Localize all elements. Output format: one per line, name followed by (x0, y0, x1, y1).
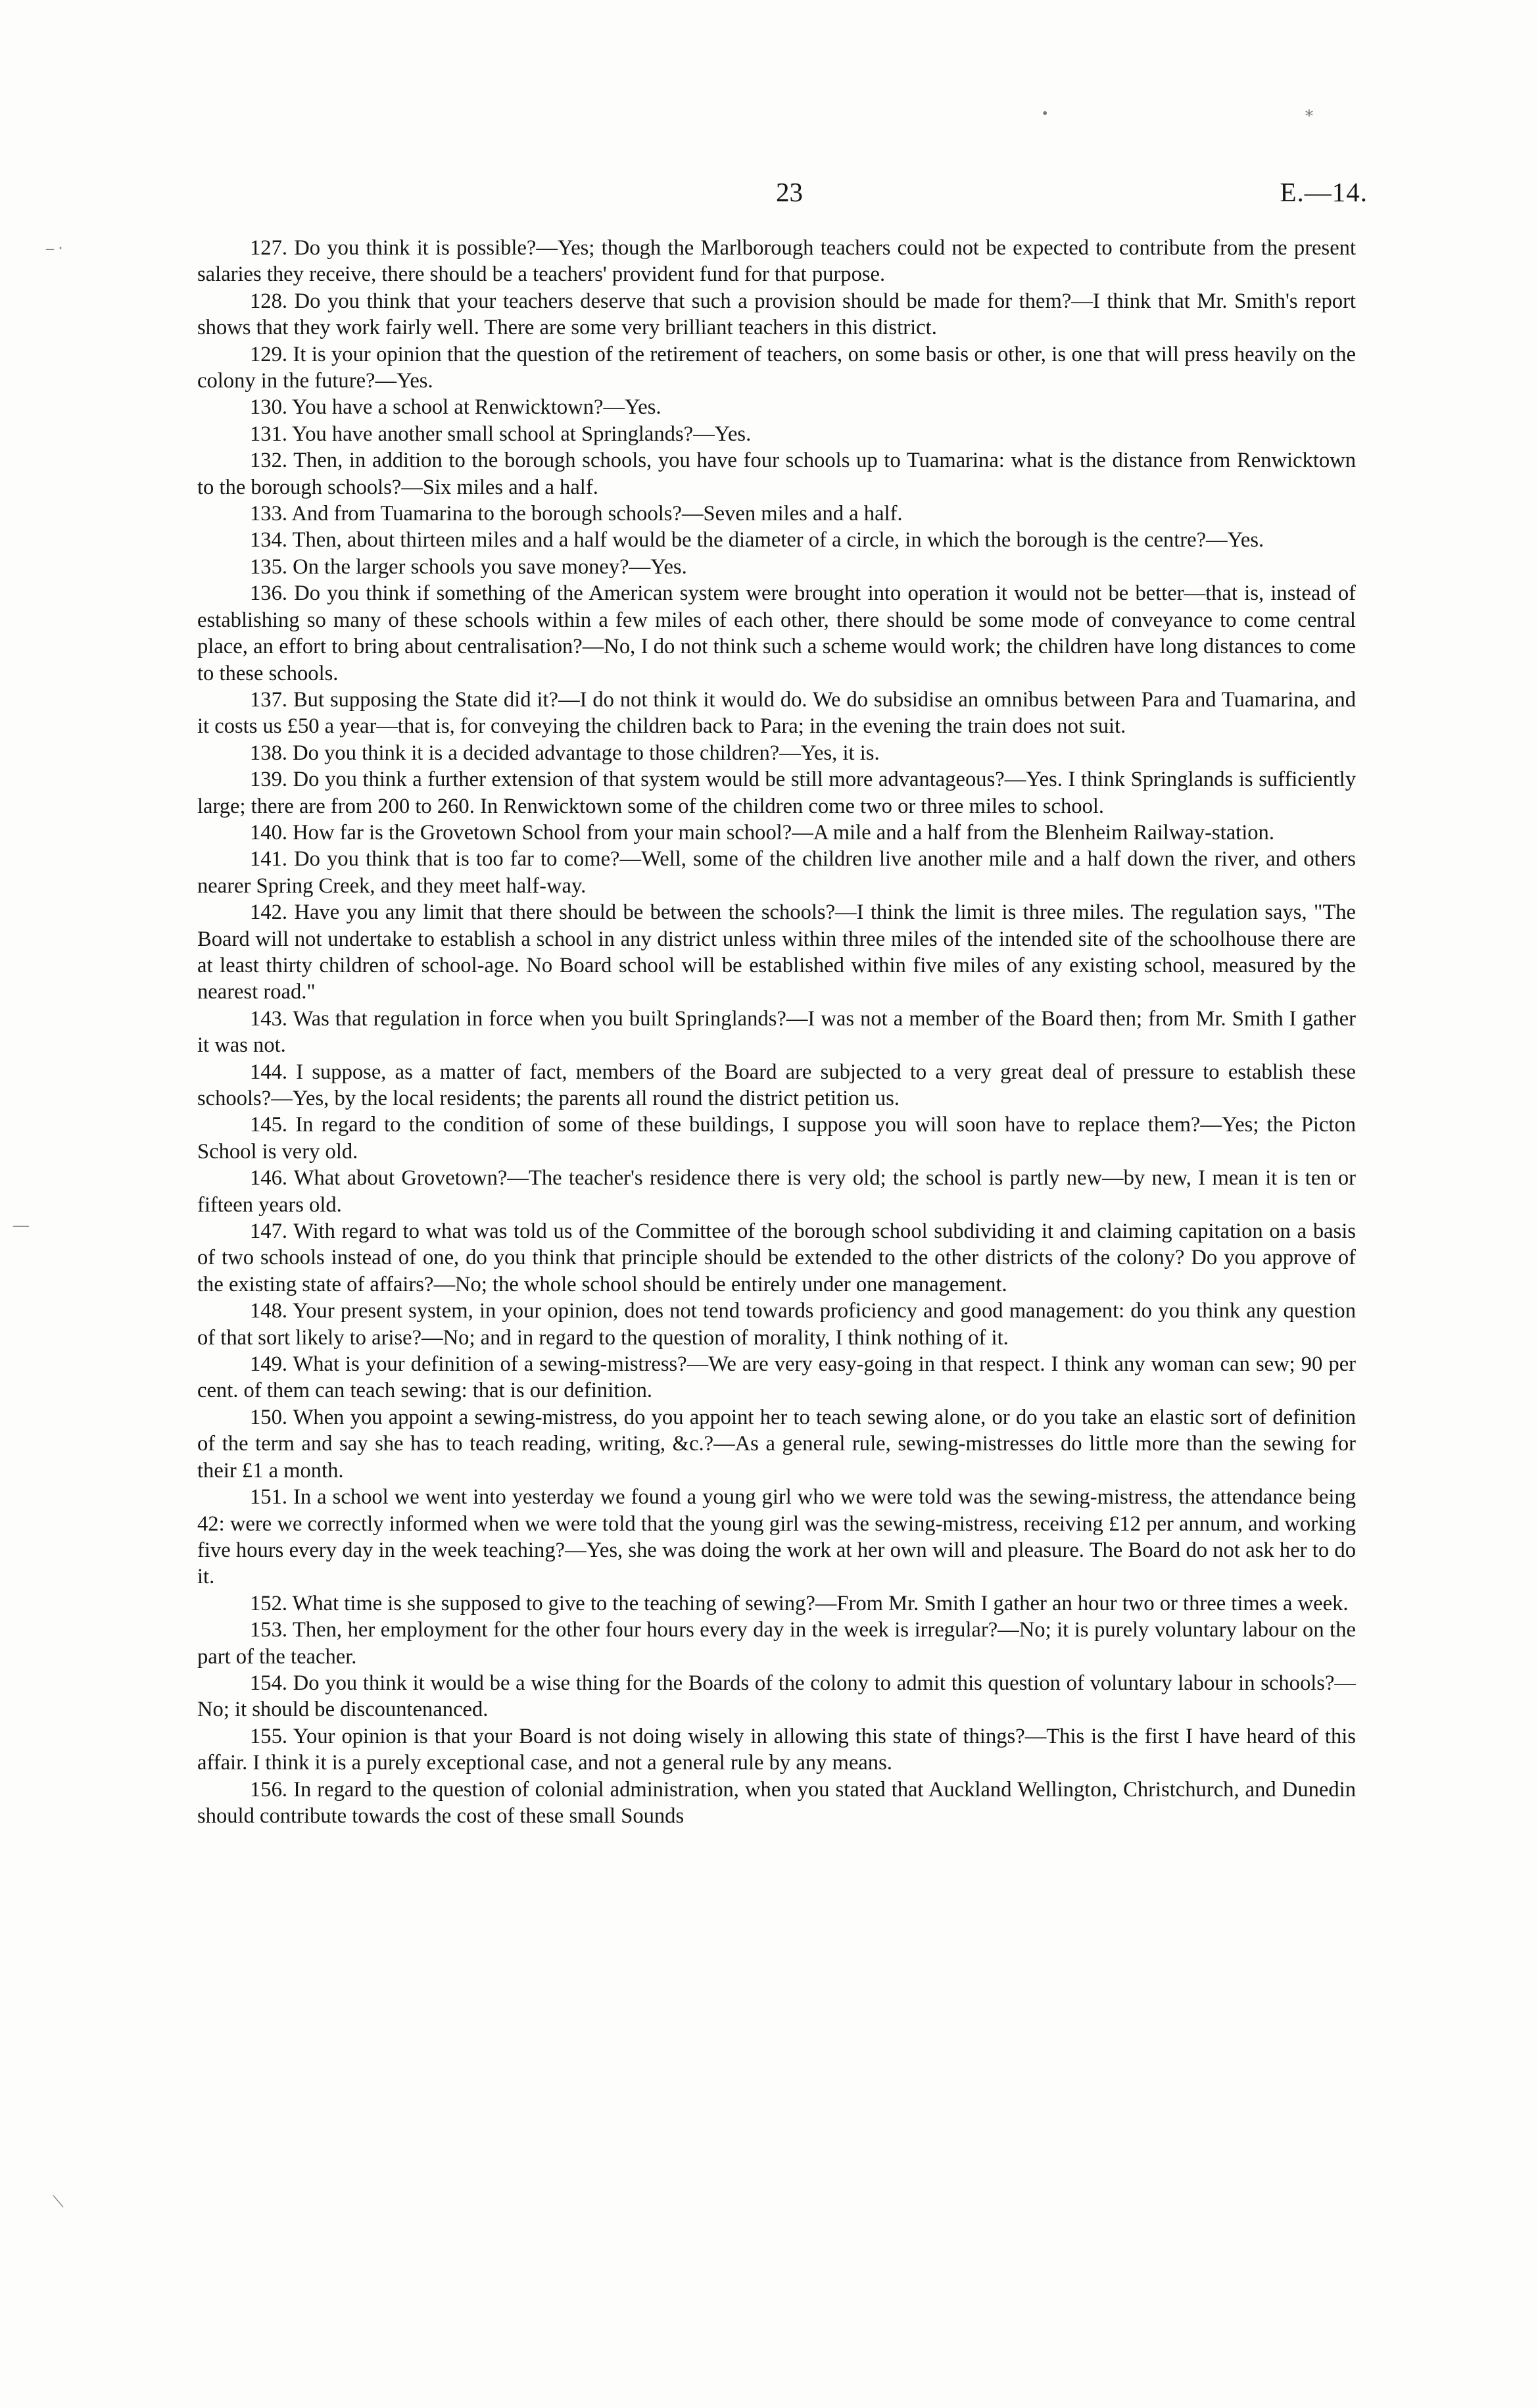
question-142: 142. Have you any limit that there should be between the schools?—I think the limit is three miles. The regulation says, "The Board will not undertake to establish a school in any district unless within three miles of the intended site of the schoolhouse there are at least thirty children of school-age. No Board school will be established within five miles of any existing school, measured by the nearest road." (197, 900, 1356, 1004)
question-139: 139. Do you think a further extension of that system would be still more advantageous?—Yes. I think Springlands is sufficiently large; there are from 200 to 260. In Renwicktown some of the children come two or three miles to school. (197, 768, 1356, 818)
transcript-body (197, 235, 1356, 1829)
question-129: 129. It is your opinion that the question of the retirement of teachers, on some basis or other, is one that will press heavily on the colony in the future?—Yes. (197, 342, 1356, 393)
question-132: 132. Then, in addition to the borough schools, you have four schools up to Tuamarina: what is the distance from Renwicktown to the borough schools?—Six miles and a half. (197, 449, 1356, 499)
page-header (197, 172, 1368, 212)
question-137: 137. But supposing the State did it?—I do not think it would do. We do subsidise an omnibus between Para and Tuamarina, and it costs us £50 a year—that is, for conveying the children back to Para; in the evening the train does not suit. (197, 687, 1356, 739)
question-135: 135. On the larger schools you save money?—Yes. (250, 554, 687, 579)
question-134: 134. Then, about thirteen miles and a half would be the diameter of a circle, in which the borough is the centre?—Yes. (250, 528, 1264, 553)
question-140: 140. How far is the Grovetown School from your main school?—A mile and a half from the Blenheim Railway-station. (250, 820, 1274, 845)
question-156: 156. In regard to the question of colonial administration, when you stated that Auckland Wellington, Christchurch, and Dunedin should contribute towards the cost of these small Sounds (197, 1777, 1356, 1828)
margin-mark: — (13, 1217, 29, 1234)
page-number: 23 (776, 177, 803, 207)
question-145: 145. In regard to the condition of some of these buildings, I suppose you will soon have to replace them?—Yes; the Picton School is very old. (197, 1113, 1356, 1164)
question-147: 147. With regard to what was told us of the Committee of the borough school subdividing it and claiming capitation on a basis of two schools instead of one, do you think that principle should be extended to the other districts of the colony? Do you approve of the existing state of affairs?—No; the whole school should be entirely under one management. (197, 1219, 1356, 1296)
scan-speck: • (1042, 105, 1048, 122)
question-138: 138. Do you think it is a decided advantage to those children?—Yes, it is. (250, 741, 880, 765)
question-133: 133. And from Tuamarina to the borough schools?—Seven miles and a half. (250, 502, 903, 526)
question-130: 130. You have a school at Renwicktown?—Yes. (250, 395, 661, 420)
question-131: 131. You have another small school at Springlands?—Yes. (250, 422, 752, 446)
question-127: 127. Do you think it is possible?—Yes; though the Marlborough teachers could not be expected to contribute from the present salaries they receive, there should be a teachers' provident fund for that purpose. (197, 236, 1356, 287)
margin-mark: ⟍ (53, 2194, 64, 2211)
question-128: 128. Do you think that your teachers deserve that such a provision should be made for them?—I think that Mr. Smith's report shows that they work fairly well. There are some very brilliant teachers in this district. (197, 289, 1356, 340)
question-151: 151. In a school we went into yesterday we found a young girl who we were told was the sewing-mistress, the attendance being 42: were we correctly informed when we were told that the young girl was the sewing-mistress, receiving £12 per annum, and working five hours every day in the week teaching?—Yes, she was doing the work at her own will and pleasure. The Board do not ask her to do it. (197, 1485, 1356, 1589)
margin-mark: – · (46, 240, 63, 257)
question-154: 154. Do you think it would be a wise thing for the Boards of the colony to admit this question of voluntary labour in schools?—No; it should be discountenanced. (197, 1671, 1356, 1722)
question-150: 150. When you appoint a sewing-mistress, do you appoint her to teach sewing alone, or do you take an elastic sort of definition of the term and say she has to teach reading, writing, &c.?—As a general rule, sewing-mistresses do little more than the sewing for their £1 a month. (197, 1405, 1356, 1483)
question-153: 153. Then, her employment for the other four hours every day in the week is irregular?—No; it is purely voluntary labour on the part of the teacher. (197, 1618, 1356, 1669)
question-148: 148. Your present system, in your opinion, does not tend towards proficiency and good management: do you think any question of that sort likely to arise?—No; and in regard to the question of morality, I think nothing of it. (197, 1299, 1356, 1350)
question-144: 144. I suppose, as a matter of fact, members of the Board are subjected to a very great deal of pressure to establish these schools?—Yes, by the local residents; the parents all round the district petition us. (197, 1060, 1356, 1110)
question-136: 136. Do you think if something of the American system were brought into operation it would not be better—that is, instead of establishing so many of these schools within a few miles of each other, there should be some mode of conveyance to come central place, an effort to bring about centralisation?—No, I do not think such a scheme would work; the children have long distances to come to these schools. (197, 581, 1356, 685)
question-143: 143. Was that regulation in force when you built Springlands?—I was not a member of the Board then; from Mr. Smith I gather it was not. (197, 1006, 1356, 1058)
series-reference: E.—14. (1280, 177, 1368, 207)
question-155: 155. Your opinion is that your Board is not doing wisely in allowing this state of things?—This is the first I have heard of this affair. I think it is a purely exceptional case, and not a general rule by any means. (197, 1724, 1356, 1775)
question-146: 146. What about Grovetown?—The teacher's residence there is very old; the school is partly new—by new, I mean it is ten or fifteen years old. (197, 1166, 1356, 1217)
scan-speck: ⁎ (1305, 103, 1313, 120)
question-141: 141. Do you think that is too far to come?—Well, some of the children live another mile and a half down the river, and others nearer Spring Creek, and they meet half-way. (197, 847, 1356, 898)
question-149: 149. What is your definition of a sewing-mistress?—We are very easy-going in that respect. I think any woman can sew; 90 per cent. of them can teach sewing: that is our definition. (197, 1352, 1356, 1403)
question-152: 152. What time is she supposed to give to the teaching of sewing?—From Mr. Smith I gather an hour two or three times a week. (250, 1591, 1349, 1615)
